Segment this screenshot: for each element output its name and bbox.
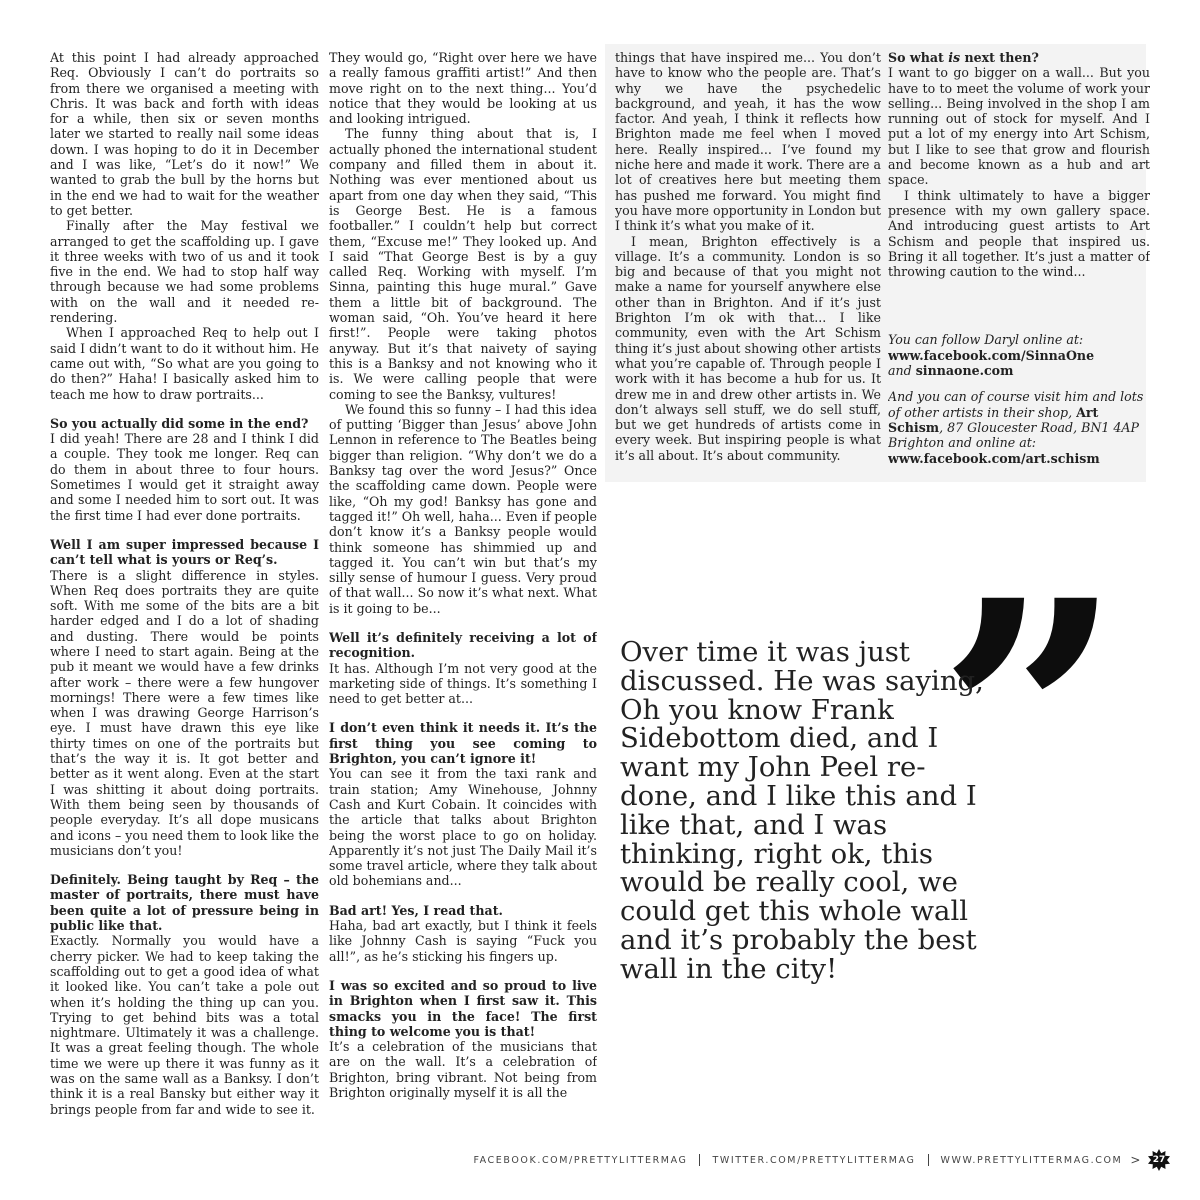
quote-mark-icon: ” bbox=[938, 532, 1101, 907]
interview-answer: Exactly. Normally you would have a cherry picker. We had to keep taking the scaffolding out to get a good idea of what it looked like. You can’t take a pole out when it’s holding the thing up can you. Trying to get behind bits was a total nightmare. Ultimately it was a challenge. It was a great feeling though. The whole time we were up there it was funny as it was on the same wall as a Banksy. I don’t think it is a real Bansky but either way it brings people from far and wide to see it. bbox=[50, 933, 319, 1117]
question-emphasis: is bbox=[948, 50, 961, 65]
interview-question: So you actually did some in the end? bbox=[50, 415, 309, 431]
interview-answer: There is a slight difference in styles. When Req does portraits they are quite soft. With me some of the bits are a bit harder edged and I do a lot of shading and dusting. There would be points where I need to start again. Being at the pub it meant we would have a few drinks after work – there were a few hungover mornings! There were a few times like when I was drawing George Harrison’s eye. I must have drawn this eye like thirty times on one of the portraits but that’s the way it is. It got better and better as it went along. Even at the start I was shitting it about doing portraits. With them being seen by thousands of people everyday. It’s all dope musicans and icons – you need them to look like the musicians don’t you! bbox=[50, 567, 319, 858]
page-footer bbox=[470, 1148, 1170, 1172]
paragraph: At this point I had already approached Req. Obviously I can’t do portraits so from there we organised a meeting with Chris. It was back and forth with ideas for a while, then six or seven months later we started to really nail some ideas down. I was hoping to do it in December and I was like, “Let’s do it now!” We wanted to grab the bull by the horns but in the end we had to wait for the weather to get better. bbox=[50, 50, 319, 218]
follow-caption: You can follow Daryl online at: bbox=[888, 332, 1084, 348]
follow-links bbox=[888, 348, 1150, 379]
footer-arrow-icon: > bbox=[1130, 1153, 1142, 1167]
and-text: and bbox=[888, 363, 912, 379]
question-text: So what bbox=[888, 50, 949, 65]
page-number-badge bbox=[1148, 1149, 1170, 1171]
paragraph: The funny thing about that is, I actually phoned the international student company and filled them in about it. Nothing was ever mentioned about us apart from one day when they said, “This is George Best. He is a famous footballer.” I couldn’t help but correct them, “Excuse me!” They looked up. And I said “That George Best is by a guy called Req. Working with myself. I’m Sinna, painting this huge mural.” Gave them a little bit of background. The woman said, “Oh. You’ve heard it here first!”. People were taking photos anyway. But it’s that naivety of saying this is a Banksy and not knowing who it is. We were calling people that were coming to see the Banksy, vultures! bbox=[329, 126, 597, 402]
interview-answer: It has. Although I’m not very good at the marketing side of things. It’s something I need to get better at... bbox=[329, 660, 597, 707]
interview-question: Well it’s definitely receiving a lot of recognition. bbox=[329, 629, 597, 661]
shop-name: Art Schism bbox=[888, 404, 1099, 435]
interview-answer: You can see it from the taxi rank and train station; Amy Winehouse, Johnny Cash and Kurt Cobain. It coincides with the article that talks about Brighton being the worst place to go on holiday. Apparently it’s not just The Daily Mail it’s some travel article, where they talk about old bohemians and... bbox=[329, 766, 597, 889]
shop-address: , 87 Gloucester Road, BN1 4AP Brighton and online at: bbox=[888, 419, 1139, 451]
paragraph: They would go, “Right over here we have a really famous graffiti artist!” And then move right on to the next thing... You’d notice that they would be looking at us and looking intrigued. bbox=[329, 50, 597, 127]
article-column-2 bbox=[329, 50, 597, 1100]
question-text: next then? bbox=[960, 50, 1039, 65]
footer-divider bbox=[699, 1154, 700, 1166]
interview-answer: It’s a celebration of the musicians that are on the wall. It’s a celebration of Brighton, bring vibrant. Not being from Brighton originally myself it is all the bbox=[329, 1039, 597, 1100]
article-column-1 bbox=[50, 50, 319, 1117]
footer-divider bbox=[928, 1154, 929, 1166]
interview-question bbox=[888, 50, 1150, 65]
article-column-3 bbox=[615, 50, 881, 463]
interview-answer: I want to go bigger on a wall... But you have to to meet the volume of work your selling... Being involved in the shop I am running out of stock for myself. And I put a lot of my energy into Art Schism, but I like to see that grow and flourish and become known as a hub and art space. bbox=[888, 65, 1150, 188]
visit-caption bbox=[888, 389, 1150, 465]
interview-answer: Haha, bad art exactly, but I think it feels like Johnny Cash is saying “Fuck you all!”, as he’s sticking his fingers up. bbox=[329, 918, 597, 964]
facebook-link[interactable]: www.facebook.com/SinnaOne bbox=[888, 347, 1095, 363]
interview-question: Well I am super impressed because I can’t tell what is yours or Req’s. bbox=[50, 536, 319, 568]
pull-quote: Over time it was just discussed. He was saying, Oh you know Frank Sidebottom died, and I want my John Peel re-done, and I like this and I like that, and I was thinking, right ok, this would be really cool, we could get this whole wall and it’s probably the best wall in the city! bbox=[620, 636, 984, 985]
interview-question: Definitely. Being taught by Req – the master of portraits, there must have been quite a lot of pressure being in public like that. bbox=[50, 872, 319, 934]
paragraph: Finally after the May festival we arranged to get the scaffolding up. I gave it three weeks with two of us and it took five in the end. We had to stop half way through because we had some problems with on the wall and it needed re-rendering. bbox=[50, 218, 319, 326]
visit-text: And you can of course visit him and lots of other artists in their shop, bbox=[888, 389, 1144, 420]
article-column-4 bbox=[888, 50, 1150, 466]
interview-answer: I think ultimately to have a bigger presence with my own gallery space. And introducing guest artists to Art Schism and people that inspired us. Bring it all together. It’s just a matter of throwing caution to the wind... bbox=[888, 187, 1150, 280]
paragraph: I mean, Brighton effectively is a village. It’s a community. London is so big and because of that you might not make a name for yourself anywhere else other than in Brighton. And if it’s just Brighton I’m ok with that... I like community, even with the Art Schism thing it’s just about showing other artists what you’re capable of. Through people I work with it has become a hub for us. It drew me in and drew other artists in. We don’t always sell stuff, we do sell stuff, but we get hundreds of artists come in every week. But inspiring people is what it’s all about. It’s about community. bbox=[615, 233, 881, 463]
interview-answer: I did yeah! There are 28 and I think I did a couple. They took me longer. Req can do them in about three to four hours. Sometimes I would get it straight away and some I needed him to sort out. It was the first time I had ever done portraits. bbox=[50, 431, 319, 523]
paragraph: things that have inspired me... You don’t have to know who the people are. That’s why we have the psychedelic background, and yeah, it has the wow factor. And yeah, I think it reflects how Brighton made me feel when I moved here. Really inspired... I’ve found my niche here and made it work. There are a lot of creatives here but meeting them has pushed me forward. You might find you have more opportunity in London but I think it’s what you make of it. bbox=[615, 50, 881, 234]
interview-question: I was so excited and so proud to live in Brighton when I first saw it. This smacks you in the face! The first thing to welcome you is that! bbox=[329, 977, 597, 1039]
footer-facebook-link[interactable]: FACEBOOK.COM/PRETTYLITTERMAG bbox=[473, 1154, 688, 1166]
page-number: 27 bbox=[1152, 1155, 1166, 1165]
footer-website-link[interactable]: WWW.PRETTYLITTERMAG.COM bbox=[940, 1154, 1123, 1166]
website-link[interactable]: sinnaone.com bbox=[915, 363, 1014, 379]
shop-facebook-link[interactable]: www.facebook.com/art.schism bbox=[888, 450, 1100, 466]
paragraph: When I approached Req to help out I said I didn’t want to do it without him. He came out with, “So what are you going to do then?” Haha! I basically asked him to teach me how to draw portraits... bbox=[50, 325, 319, 402]
footer-twitter-link[interactable]: TWITTER.COM/PRETTYLITTERMAG bbox=[712, 1154, 916, 1166]
interview-question: I don’t even think it needs it. It’s the first thing you see coming to Brighton, you can’t ignore it! bbox=[329, 720, 597, 767]
interview-question: Bad art! Yes, I read that. bbox=[329, 902, 503, 918]
paragraph: We found this so funny – I had this idea of putting ‘Bigger than Jesus’ above John Lennon in reference to The Beatles being bigger than religion. “Why don’t we do a Banksy tag over the word Jesus?” Once the scaffolding came down. People were like, “Oh my god! Banksy has gone and tagged it!” Oh well, haha... Even if people don’t know it’s a Banksy people would think someone has shimmied up and tagged it. You can’t win but that’s my silly sense of humour I guess. Very proud of that wall... So now it’s what next. What is it going to be... bbox=[329, 401, 597, 616]
